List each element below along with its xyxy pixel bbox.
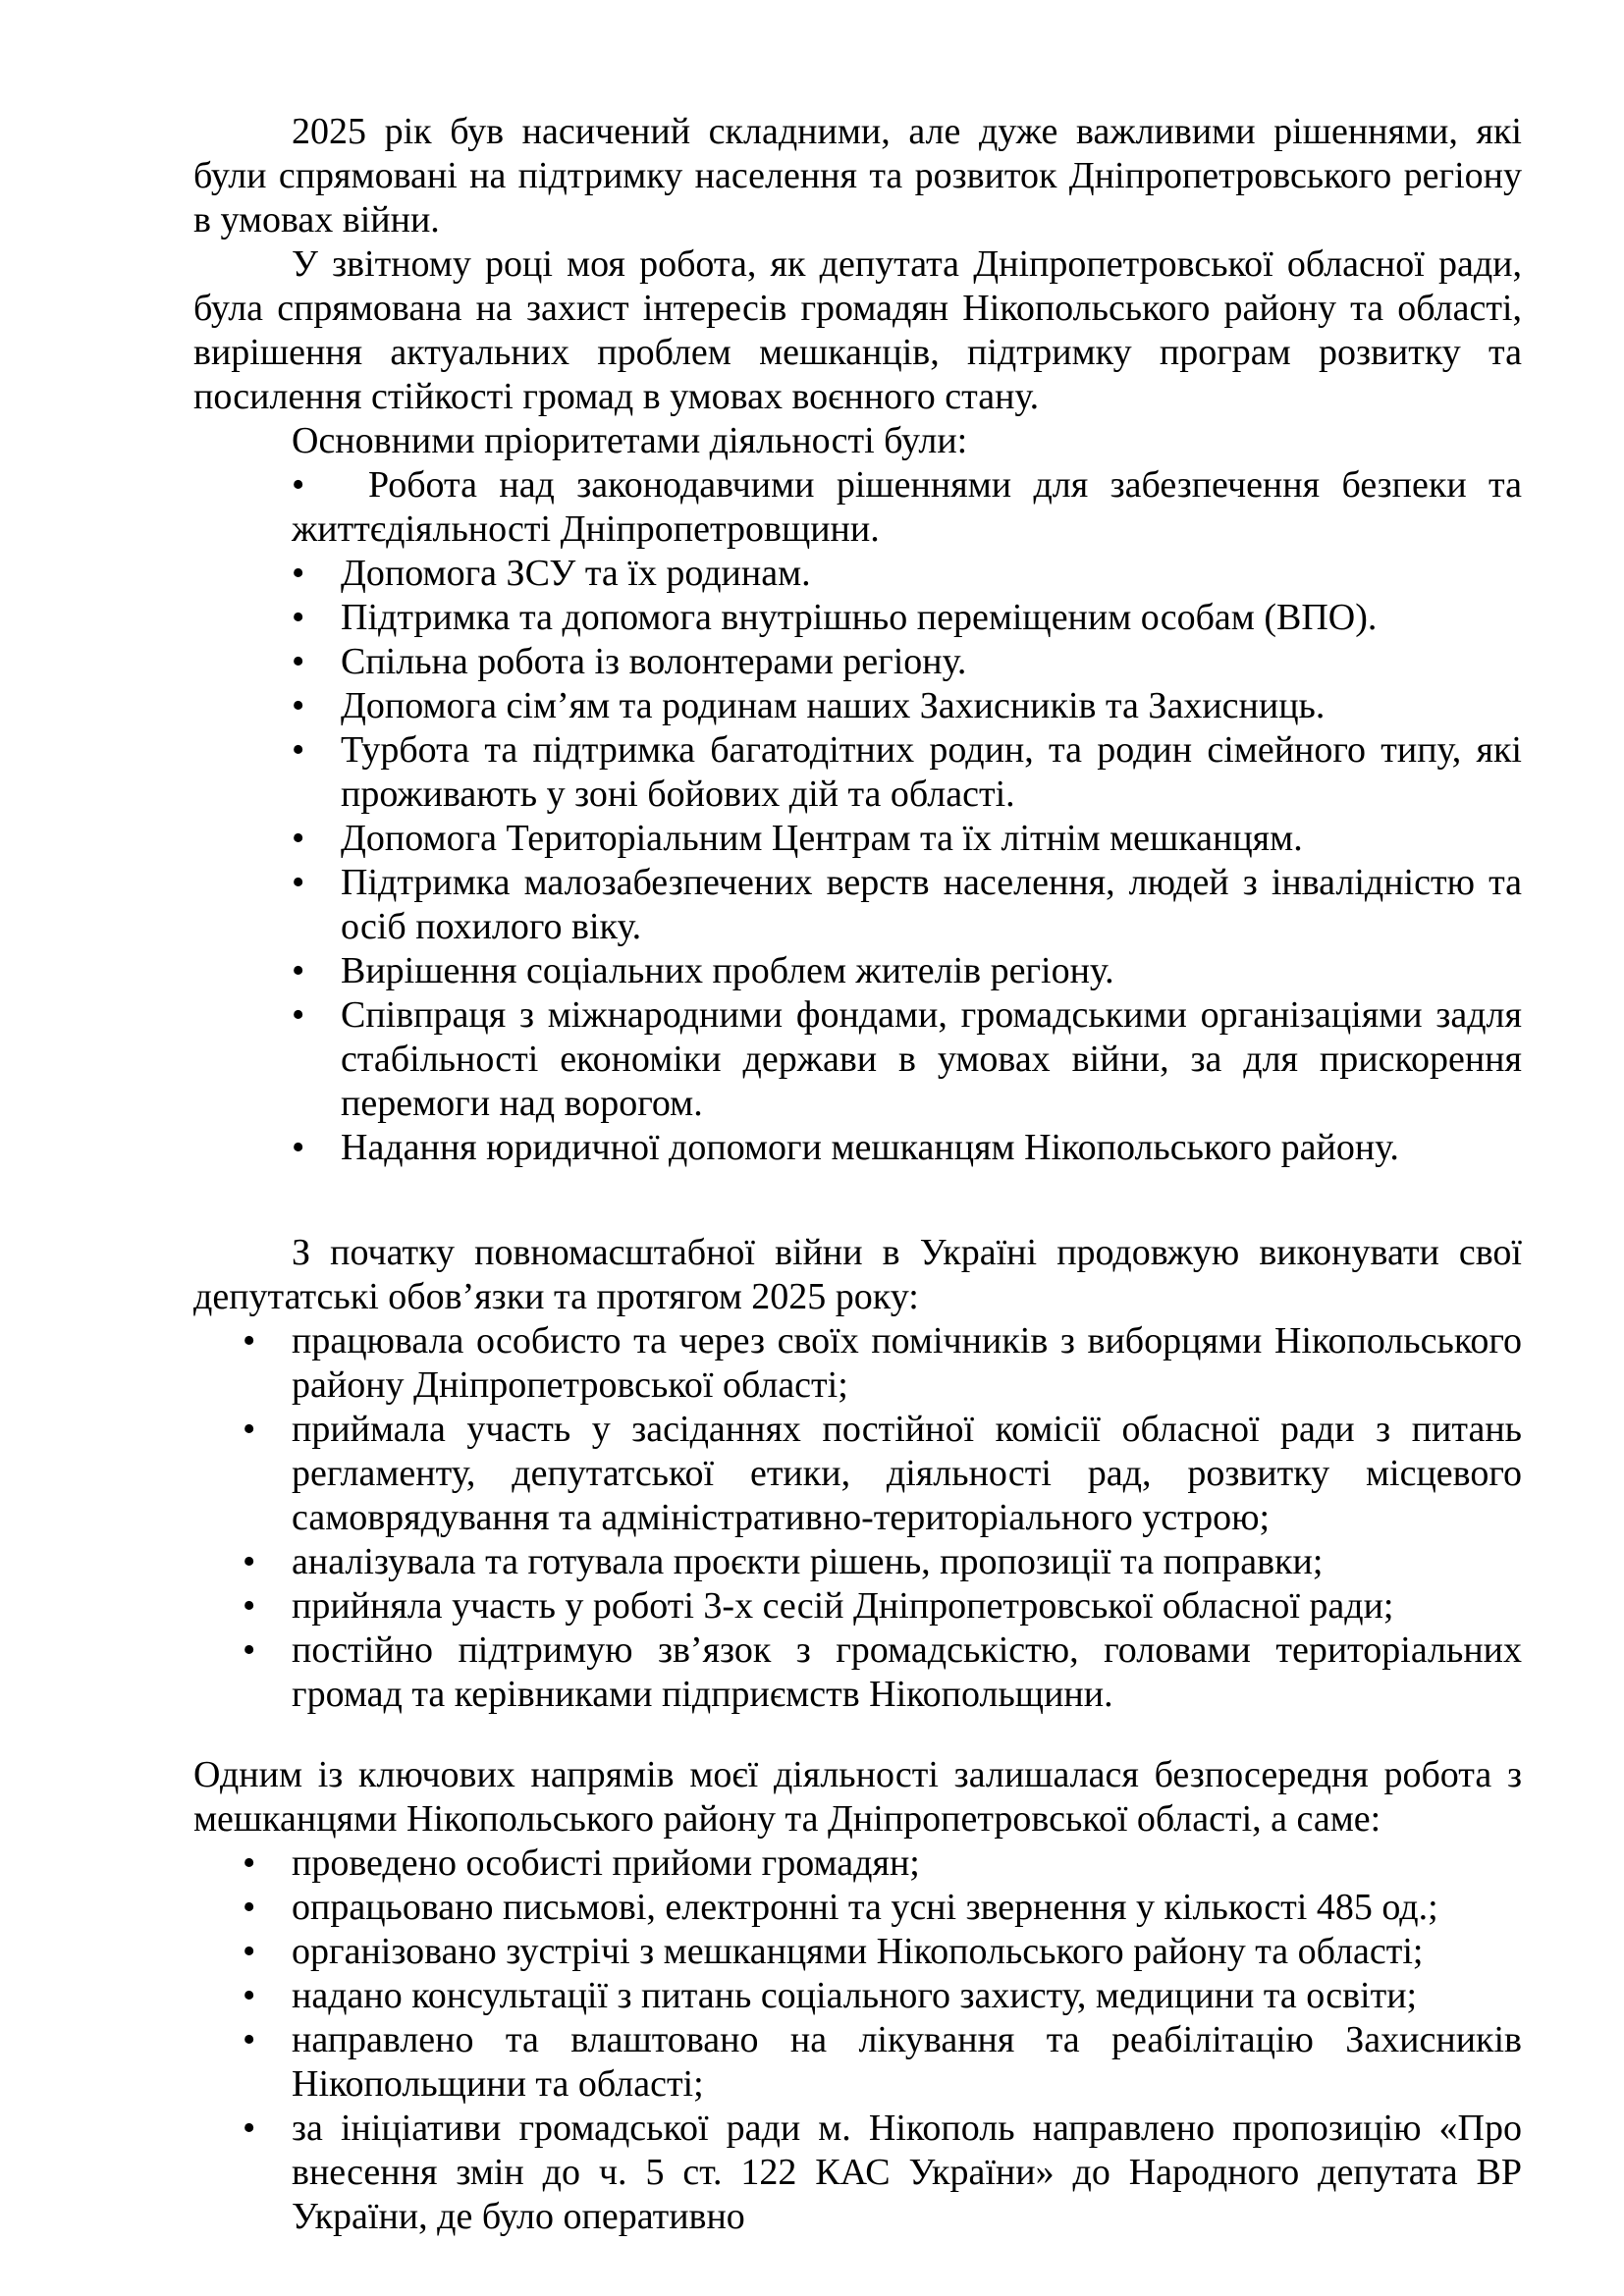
bullet-icon: • — [292, 1127, 305, 1168]
bullet-list-item — [292, 949, 1522, 993]
duties-bullet-list — [193, 1319, 1522, 1717]
intro-paragraph-1: 2025 рік був насичений складними, але дуже важливими рішеннями, які були спрямовані на підтримку населення та розвиток Дніпропетровського регіону в умовах війни. — [193, 111, 1522, 240]
bullet-icon: • — [243, 1585, 256, 1627]
list-item-text: організовано зустрічі з мешканцями Нікопольського району та області; — [292, 1931, 1424, 1972]
bullet-list-item — [243, 1930, 1522, 1974]
war-intro-paragraph: З початку повномасштабної війни в Україні продовжую виконувати свої депутатські обов’язки та протягом 2025 року: — [193, 1232, 1522, 1317]
bullet-icon: • — [243, 1409, 256, 1450]
bullet-list-item — [243, 2107, 1522, 2239]
bullet-icon: • — [292, 685, 305, 726]
bullet-list-item — [243, 1584, 1522, 1629]
bullet-icon: • — [292, 597, 305, 638]
list-item-text: Вирішення соціальних проблем жителів регіону. — [341, 950, 1114, 991]
list-item-text: постійно підтримую зв’язок з громадськістю, головами територіальних громад та керівниками підприємств Нікопольщини. — [292, 1629, 1522, 1715]
bullet-list-item — [292, 552, 1522, 596]
bullet-list-item — [243, 1886, 1522, 1930]
list-item-text: опрацьовано письмові, електронні та усні звернення у кількості 485 од.; — [292, 1887, 1438, 1928]
bullet-icon: • — [292, 862, 305, 903]
bullet-icon: • — [243, 1320, 256, 1362]
bullet-icon: • — [292, 994, 305, 1036]
bullet-list-item — [292, 640, 1522, 684]
bullet-list-item — [243, 1629, 1522, 1717]
priorities-bullet-list — [193, 463, 1522, 1170]
bullet-list-item — [292, 817, 1522, 861]
bullet-icon: • — [243, 1887, 256, 1928]
bullet-list-item — [243, 1842, 1522, 1886]
bullet-list-item — [292, 684, 1522, 728]
list-item-text: проведено особисті прийоми громадян; — [292, 1842, 920, 1884]
list-item-text: прийняла участь у роботі 3-х сесій Дніпропетровської обласної ради; — [292, 1585, 1394, 1627]
bullet-icon: • — [243, 1975, 256, 2016]
bullet-icon: • — [292, 729, 305, 771]
list-item-text: приймала участь у засіданнях постійної комісії обласної ради з питань регламенту, депутатської етики, діяльності рад, розвитку місцевого самоврядування та адміністративно-територіального устрою; — [292, 1409, 1522, 1538]
bullet-icon: • — [243, 2019, 256, 2060]
residents-bullet-list — [193, 1842, 1522, 2239]
bullet-icon: • — [243, 1629, 256, 1671]
bullet-list-item — [243, 1319, 1522, 1408]
list-item-text: Турбота та підтримка багатодітних родин, та родин сімейного типу, які проживають у зоні бойових дій та області. — [341, 729, 1522, 815]
list-item-text: Підтримка та допомога внутрішньо переміщеним особам (ВПО). — [341, 597, 1378, 638]
residents-intro-paragraph: Одним із ключових напрямів моєї діяльності залишалася безпосередня робота з мешканцями Нікопольського району та Дніпропетровської області, а саме: — [193, 1754, 1522, 1840]
list-item-text: Надання юридичної допомоги мешканцям Нікопольського району. — [341, 1127, 1399, 1168]
bullet-list-item — [243, 2018, 1522, 2107]
bullet-icon: • — [292, 950, 305, 991]
bullet-list-item — [243, 1974, 1522, 2018]
bullet-list-item — [292, 463, 1522, 552]
bullet-icon: • — [292, 553, 305, 594]
list-item-text: надано консультації з питань соціального захисту, медицини та освіти; — [292, 1975, 1418, 2016]
bullet-list-item — [292, 728, 1522, 817]
bullet-list-item — [243, 1540, 1522, 1584]
bullet-icon: • — [292, 818, 305, 859]
bullet-icon: • — [292, 464, 305, 506]
bullet-icon: • — [243, 1541, 256, 1582]
list-item-text: направлено та влаштовано на лікування та реабілітацію Захисників Нікопольщини та області; — [292, 2019, 1522, 2105]
list-item-text: Робота над законодавчими рішеннями для забезпечення безпеки та життєдіяльності Дніпропетровщини. — [292, 464, 1522, 550]
bullet-icon: • — [243, 1842, 256, 1884]
priorities-heading: Основними пріоритетами діяльності були: — [292, 420, 968, 461]
list-item-text: Допомога Територіальним Центрам та їх літнім мешканцям. — [341, 818, 1303, 859]
list-item-text: Спільна робота із волонтерами регіону. — [341, 641, 967, 682]
list-item-text: аналізувала та готувала проєкти рішень, пропозиції та поправки; — [292, 1541, 1324, 1582]
bullet-list-item — [243, 1408, 1522, 1540]
list-item-text: Допомога ЗСУ та їх родинам. — [341, 553, 811, 594]
bullet-icon: • — [292, 641, 305, 682]
intro-paragraph-2: У звітному році моя робота, як депутата Дніпропетровської обласної ради, була спрямована на захист інтересів громадян Нікопольського району та області, вирішення актуальних проблем мешканців, підтримку програм розвитку та посилення стійкості громад в умовах воєнного стану. — [193, 243, 1522, 417]
bullet-list-item — [292, 1126, 1522, 1170]
list-item-text: Підтримка малозабезпечених верств населення, людей з інвалідністю та осіб похилого віку. — [341, 862, 1522, 947]
list-item-text: за ініціативи громадської ради м. Нікополь направлено пропозицію «Про внесення змін до ч. 5 ст. 122 КАС України» до Народного депутата ВР України, де було оперативно — [292, 2108, 1522, 2237]
list-item-text: Співпраця з міжнародними фондами, громадськими організаціями задля стабільності економіки держави в умовах війни, за для прискорення перемоги над ворогом. — [341, 994, 1522, 1124]
bullet-icon: • — [243, 2108, 256, 2149]
bullet-list-item — [292, 861, 1522, 949]
bullet-list-item — [292, 993, 1522, 1126]
list-item-text: Допомога сім’ям та родинам наших Захисників та Захисниць. — [341, 685, 1326, 726]
bullet-icon: • — [243, 1931, 256, 1972]
list-item-text: працювала особисто та через своїх помічників з виборцями Нікопольського району Дніпропетровської області; — [292, 1320, 1522, 1406]
bullet-list-item — [292, 596, 1522, 640]
